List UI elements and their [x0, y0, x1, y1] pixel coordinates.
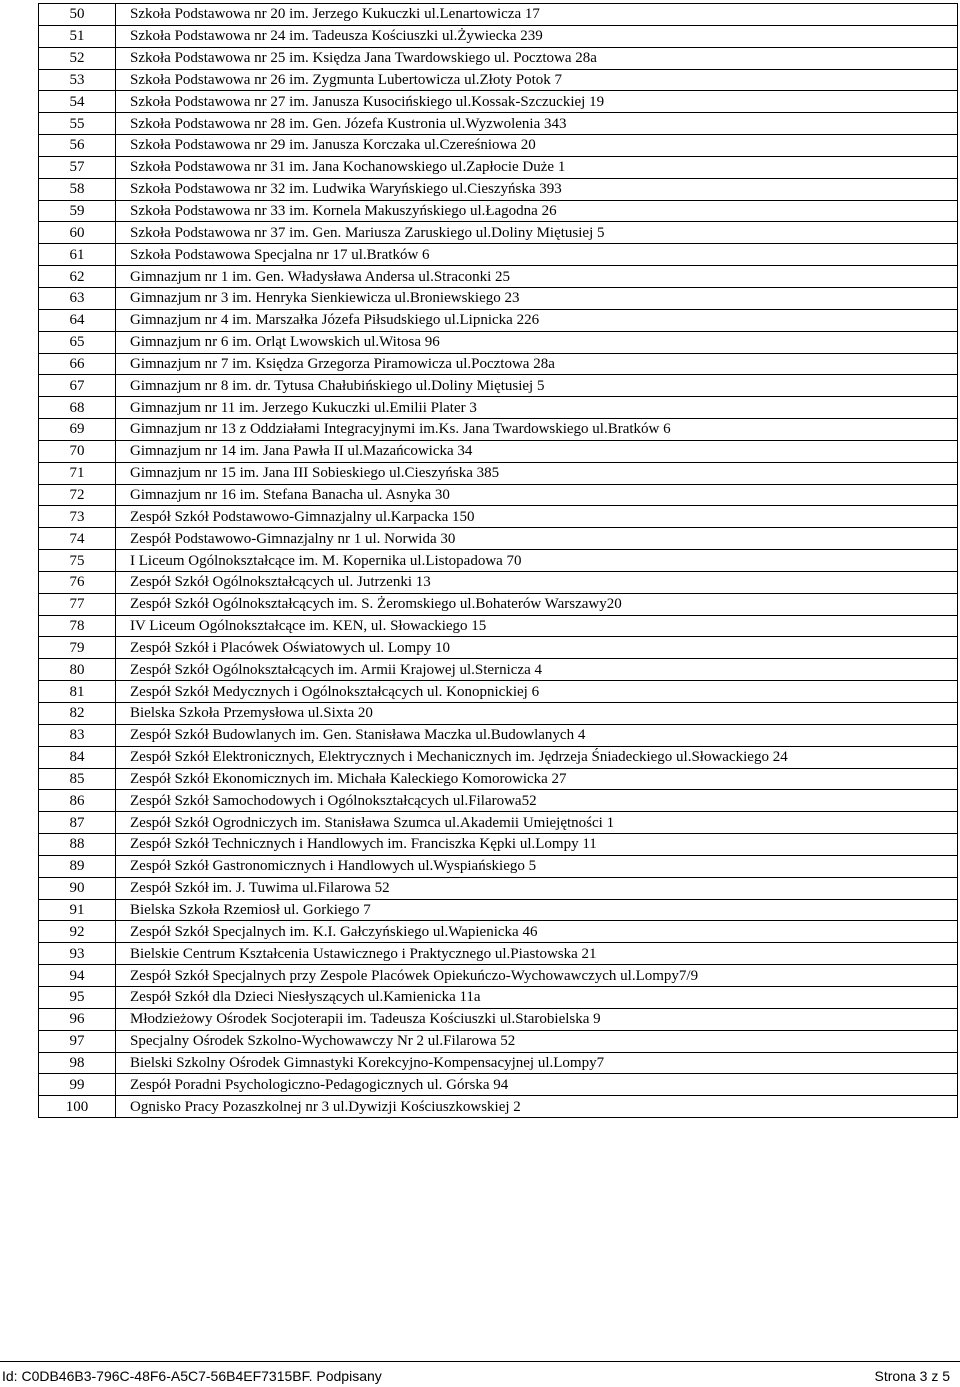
table-row: [39, 899, 958, 921]
row-number: 83: [39, 724, 116, 746]
row-number: 57: [39, 156, 116, 178]
table-row: [39, 200, 958, 222]
school-name-address: Zespół Podstawowo-Gimnazjalny nr 1 ul. Norwida 30: [116, 528, 958, 550]
school-name-address: Zespół Szkół Specjalnych przy Zespole Placówek Opiekuńczo-Wychowawczych ul.Lompy7/9: [116, 965, 958, 987]
table-row: [39, 1008, 958, 1030]
table-row: [39, 47, 958, 69]
table-row: [39, 1030, 958, 1052]
table-row: [39, 1096, 958, 1118]
school-name-address: Szkoła Podstawowa nr 32 im. Ludwika Waryńskiego ul.Cieszyńska 393: [116, 178, 958, 200]
table-row: [39, 309, 958, 331]
schools-table: [38, 3, 958, 1118]
school-name-address: Gimnazjum nr 11 im. Jerzego Kukuczki ul.Emilii Plater 3: [116, 397, 958, 419]
row-number: 68: [39, 397, 116, 419]
row-number: 86: [39, 790, 116, 812]
table-row: [39, 571, 958, 593]
table-row: [39, 790, 958, 812]
row-number: 79: [39, 637, 116, 659]
school-name-address: Specjalny Ośrodek Szkolno-Wychowawczy Nr 2 ul.Filarowa 52: [116, 1030, 958, 1052]
school-name-address: Zespół Szkół Gastronomicznych i Handlowych ul.Wyspiańskiego 5: [116, 855, 958, 877]
table-row: [39, 550, 958, 572]
row-number: 62: [39, 266, 116, 288]
table-row: [39, 855, 958, 877]
school-name-address: Zespół Szkół Ekonomicznych im. Michała Kaleckiego Komorowicka 27: [116, 768, 958, 790]
row-number: 74: [39, 528, 116, 550]
table-row: [39, 244, 958, 266]
table-row: [39, 637, 958, 659]
table-row: [39, 25, 958, 47]
row-number: 81: [39, 681, 116, 703]
row-number: 72: [39, 484, 116, 506]
row-number: 50: [39, 4, 116, 26]
row-number: 64: [39, 309, 116, 331]
table-row: [39, 353, 958, 375]
school-name-address: Ognisko Pracy Pozaszkolnej nr 3 ul.Dywizji Kościuszkowskiej 2: [116, 1096, 958, 1118]
row-number: 91: [39, 899, 116, 921]
row-number: 80: [39, 659, 116, 681]
row-number: 93: [39, 943, 116, 965]
table-row: [39, 593, 958, 615]
row-number: 76: [39, 571, 116, 593]
table-row: [39, 506, 958, 528]
school-name-address: Zespół Szkół Ogrodniczych im. Stanisława Szumca ul.Akademii Umiejętności 1: [116, 812, 958, 834]
school-name-address: Zespół Szkół Samochodowych i Ogólnokształcących ul.Filarowa52: [116, 790, 958, 812]
school-name-address: Zespół Szkół Ogólnokształcących im. Armii Krajowej ul.Sternicza 4: [116, 659, 958, 681]
row-number: 88: [39, 834, 116, 856]
row-number: 78: [39, 615, 116, 637]
school-name-address: Gimnazjum nr 3 im. Henryka Sienkiewicza ul.Broniewskiego 23: [116, 287, 958, 309]
table-row: [39, 69, 958, 91]
table-row: [39, 484, 958, 506]
row-number: 75: [39, 550, 116, 572]
row-number: 73: [39, 506, 116, 528]
table-row: [39, 768, 958, 790]
school-name-address: Gimnazjum nr 1 im. Gen. Władysława Andersa ul.Straconki 25: [116, 266, 958, 288]
row-number: 70: [39, 440, 116, 462]
table-row: [39, 91, 958, 113]
school-name-address: I Liceum Ogólnokształcące im. M. Kopernika ul.Listopadowa 70: [116, 550, 958, 572]
table-row: [39, 528, 958, 550]
table-row: [39, 943, 958, 965]
school-name-address: Bielskie Centrum Kształcenia Ustawicznego i Praktycznego ul.Piastowska 21: [116, 943, 958, 965]
document-id: Id: C0DB46B3-796C-48F6-A5C7-56B4EF7315BF. Podpisany: [2, 1368, 382, 1384]
row-number: 58: [39, 178, 116, 200]
school-name-address: Gimnazjum nr 7 im. Księdza Grzegorza Piramowicza ul.Pocztowa 28a: [116, 353, 958, 375]
row-number: 55: [39, 113, 116, 135]
school-name-address: Zespół Szkół dla Dzieci Niesłyszących ul.Kamienicka 11a: [116, 986, 958, 1008]
table-row: [39, 965, 958, 987]
school-name-address: Zespół Szkół Podstawowo-Gimnazjalny ul.Karpacka 150: [116, 506, 958, 528]
row-number: 96: [39, 1008, 116, 1030]
school-name-address: Bielska Szkoła Przemysłowa ul.Sixta 20: [116, 703, 958, 725]
table-row: [39, 724, 958, 746]
table-row: [39, 440, 958, 462]
page-footer: [0, 1361, 960, 1387]
table-row: [39, 135, 958, 157]
school-name-address: Gimnazjum nr 6 im. Orląt Lwowskich ul.Witosa 96: [116, 331, 958, 353]
row-number: 65: [39, 331, 116, 353]
school-name-address: Szkoła Podstawowa nr 31 im. Jana Kochanowskiego ul.Zapłocie Duże 1: [116, 156, 958, 178]
school-name-address: Gimnazjum nr 13 z Oddziałami Integracyjnymi im.Ks. Jana Twardowskiego ul.Bratków 6: [116, 419, 958, 441]
school-name-address: Zespół Poradni Psychologiczno-Pedagogicznych ul. Górska 94: [116, 1074, 958, 1096]
row-number: 54: [39, 91, 116, 113]
row-number: 99: [39, 1074, 116, 1096]
school-name-address: Szkoła Podstawowa nr 28 im. Gen. Józefa Kustronia ul.Wyzwolenia 343: [116, 113, 958, 135]
table-row: [39, 222, 958, 244]
table-row: [39, 703, 958, 725]
school-name-address: Szkoła Podstawowa nr 25 im. Księdza Jana Twardowskiego ul. Pocztowa 28a: [116, 47, 958, 69]
table-row: [39, 834, 958, 856]
school-name-address: Zespół Szkół im. J. Tuwima ul.Filarowa 52: [116, 877, 958, 899]
row-number: 63: [39, 287, 116, 309]
table-row: [39, 331, 958, 353]
school-name-address: Szkoła Podstawowa nr 27 im. Janusza Kusocińskiego ul.Kossak-Szczuckiej 19: [116, 91, 958, 113]
row-number: 94: [39, 965, 116, 987]
table-row: [39, 615, 958, 637]
school-name-address: IV Liceum Ogólnokształcące im. KEN, ul. Słowackiego 15: [116, 615, 958, 637]
row-number: 84: [39, 746, 116, 768]
row-number: 98: [39, 1052, 116, 1074]
row-number: 51: [39, 25, 116, 47]
school-name-address: Zespół Szkół Technicznych i Handlowych im. Franciszka Kępki ul.Lompy 11: [116, 834, 958, 856]
school-name-address: Bielski Szkolny Ośrodek Gimnastyki Korekcyjno-Kompensacyjnej ul.Lompy7: [116, 1052, 958, 1074]
row-number: 92: [39, 921, 116, 943]
table-row: [39, 287, 958, 309]
row-number: 100: [39, 1096, 116, 1118]
row-number: 67: [39, 375, 116, 397]
table-row: [39, 4, 958, 26]
row-number: 59: [39, 200, 116, 222]
school-name-address: Gimnazjum nr 16 im. Stefana Banacha ul. Asnyka 30: [116, 484, 958, 506]
school-name-address: Szkoła Podstawowa Specjalna nr 17 ul.Bratków 6: [116, 244, 958, 266]
table-row: [39, 921, 958, 943]
row-number: 82: [39, 703, 116, 725]
school-name-address: Bielska Szkoła Rzemiosł ul. Gorkiego 7: [116, 899, 958, 921]
table-row: [39, 419, 958, 441]
row-number: 77: [39, 593, 116, 615]
row-number: 89: [39, 855, 116, 877]
school-name-address: Szkoła Podstawowa nr 26 im. Zygmunta Lubertowicza ul.Złoty Potok 7: [116, 69, 958, 91]
table-row: [39, 178, 958, 200]
table-row: [39, 397, 958, 419]
school-name-address: Szkoła Podstawowa nr 20 im. Jerzego Kukuczki ul.Lenartowicza 17: [116, 4, 958, 26]
row-number: 60: [39, 222, 116, 244]
row-number: 53: [39, 69, 116, 91]
table-row: [39, 877, 958, 899]
school-name-address: Gimnazjum nr 4 im. Marszałka Józefa Piłsudskiego ul.Lipnicka 226: [116, 309, 958, 331]
school-name-address: Zespół Szkół Specjalnych im. K.I. Gałczyńskiego ul.Wapienicka 46: [116, 921, 958, 943]
row-number: 66: [39, 353, 116, 375]
table-row: [39, 266, 958, 288]
school-name-address: Szkoła Podstawowa nr 24 im. Tadeusza Kościuszki ul.Żywiecka 239: [116, 25, 958, 47]
table-row: [39, 812, 958, 834]
school-name-address: Szkoła Podstawowa nr 37 im. Gen. Mariusza Zaruskiego ul.Doliny Miętusiej 5: [116, 222, 958, 244]
school-name-address: Zespół Szkół i Placówek Oświatowych ul. Lompy 10: [116, 637, 958, 659]
school-name-address: Zespół Szkół Elektronicznych, Elektrycznych i Mechanicznych im. Jędrzeja Śniadeckiego ul.Słowackiego 24: [116, 746, 958, 768]
row-number: 97: [39, 1030, 116, 1052]
row-number: 90: [39, 877, 116, 899]
school-name-address: Zespół Szkół Budowlanych im. Gen. Stanisława Maczka ul.Budowlanych 4: [116, 724, 958, 746]
row-number: 71: [39, 462, 116, 484]
row-number: 52: [39, 47, 116, 69]
page-number: Strona 3 z 5: [874, 1368, 950, 1384]
school-name-address: Szkoła Podstawowa nr 33 im. Kornela Makuszyńskiego ul.Łagodna 26: [116, 200, 958, 222]
table-row: [39, 681, 958, 703]
school-name-address: Gimnazjum nr 8 im. dr. Tytusa Chałubińskiego ul.Doliny Miętusiej 5: [116, 375, 958, 397]
row-number: 87: [39, 812, 116, 834]
school-name-address: Zespół Szkół Ogólnokształcących im. S. Żeromskiego ul.Bohaterów Warszawy20: [116, 593, 958, 615]
row-number: 61: [39, 244, 116, 266]
table-row: [39, 659, 958, 681]
school-name-address: Młodzieżowy Ośrodek Socjoterapii im. Tadeusza Kościuszki ul.Starobielska 9: [116, 1008, 958, 1030]
row-number: 69: [39, 419, 116, 441]
table-row: [39, 462, 958, 484]
schools-table-body: [39, 4, 958, 1118]
school-name-address: Zespół Szkół Medycznych i Ogólnokształcących ul. Konopnickiej 6: [116, 681, 958, 703]
table-row: [39, 746, 958, 768]
table-row: [39, 1074, 958, 1096]
row-number: 85: [39, 768, 116, 790]
table-row: [39, 113, 958, 135]
school-name-address: Gimnazjum nr 15 im. Jana III Sobieskiego ul.Cieszyńska 385: [116, 462, 958, 484]
table-row: [39, 156, 958, 178]
table-row: [39, 375, 958, 397]
row-number: 95: [39, 986, 116, 1008]
table-row: [39, 1052, 958, 1074]
school-name-address: Zespół Szkół Ogólnokształcących ul. Jutrzenki 13: [116, 571, 958, 593]
row-number: 56: [39, 135, 116, 157]
table-row: [39, 986, 958, 1008]
school-name-address: Gimnazjum nr 14 im. Jana Pawła II ul.Mazańcowicka 34: [116, 440, 958, 462]
school-name-address: Szkoła Podstawowa nr 29 im. Janusza Korczaka ul.Czereśniowa 20: [116, 135, 958, 157]
